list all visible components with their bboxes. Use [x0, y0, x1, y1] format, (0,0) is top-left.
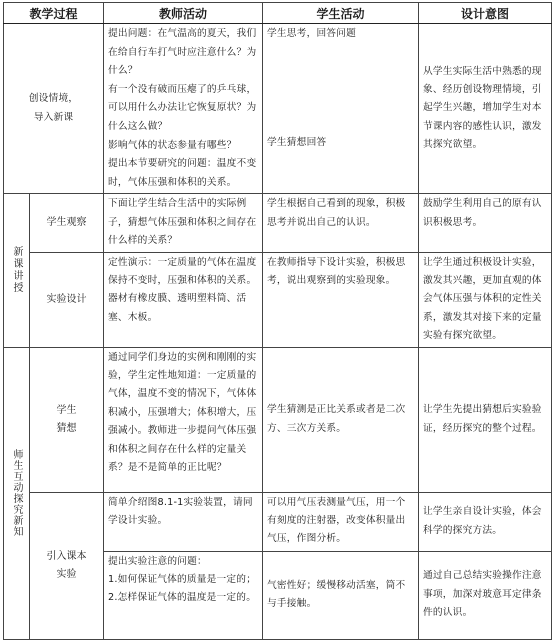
stage-label: 创设情境， 导入新课: [28, 93, 79, 123]
student-activity-text: 学生根据自己看到的现象，积极思考并说出自己的认识。: [267, 198, 406, 228]
student-activity-cell: [263, 551, 419, 639]
table-row: [4, 24, 552, 194]
lesson-plan-table: [3, 2, 552, 640]
student-activity-text: 学生思考，回答问题: [267, 28, 357, 39]
header-process: 教学过程: [4, 3, 104, 24]
design-intent-cell: [419, 347, 552, 492]
stage-cell: [30, 252, 104, 347]
stage-label: 学生 猜想: [56, 404, 77, 434]
design-intent-cell: [419, 551, 552, 639]
teacher-activity-text: 提出问题：在气温高的夏天，我们在给自行车打气时应注意什么？为什么？ 有一个没有破而压瘪了的乒乓球，可以用什么办法让它恢复原状？为什么这么做？ 影响气体的状态参量有哪些？ 提出本节要研究的问题：温度不变时，气体压强和体积的关系。: [108, 28, 257, 188]
student-activity-text-2: 学生猜想回答: [267, 137, 327, 148]
header-student-activity: 学生活动: [263, 3, 419, 24]
design-intent-text: 通过自己总结实验操作注意事项，加深对玻意耳定律条件的认识。: [423, 570, 542, 619]
design-intent-cell: [419, 24, 552, 194]
design-intent-text: 鼓励学生利用自己的原有认识积极思考。: [423, 198, 542, 228]
stage-cell: [30, 347, 104, 492]
design-intent-cell: [419, 194, 552, 252]
teacher-activity-text: 简单介绍图8.1-1实验装置，请同学设计实验。: [108, 496, 253, 526]
teacher-activity-text: 提出实验注意的问题： 1.如何保证气体的质量是一定的； 2.怎样保证气体的温度是一定的。: [108, 555, 257, 604]
group-label-new-lesson: [4, 194, 30, 347]
teacher-activity-cell: [104, 492, 263, 551]
stage-cell: [30, 492, 104, 639]
table-row: [4, 194, 552, 252]
table-row: [4, 252, 552, 347]
table-row: [4, 492, 552, 551]
group-label-text: 师生互动探究新知: [11, 449, 22, 538]
teacher-activity-cell: [104, 24, 263, 194]
student-activity-text: 可以用气压表测量气压，用一个有刻度的注射器，改变体积量出气压，作图分析。: [267, 496, 406, 545]
student-activity-text: 在教师指导下设计实验，积极思考，说出观察到的实验现象。: [267, 256, 406, 286]
stage-label: 学生观察: [46, 216, 87, 228]
student-activity-cell: [263, 347, 419, 492]
design-intent-cell: [419, 252, 552, 347]
design-intent-text: 让学生通过积极设计实验，激发其兴趣，更加直观的体会气体压强与体积的定性关系，激发其对接下来的定量实验有探究欲望。: [423, 256, 542, 342]
header-design-intent: 设计意图: [419, 3, 552, 24]
student-activity-cell: [263, 194, 419, 252]
student-activity-cell: [263, 492, 419, 551]
stage-cell: [30, 194, 104, 252]
group-label-interactive: [4, 347, 30, 639]
header-row: [4, 3, 552, 24]
header-teacher-activity: 教师活动: [104, 3, 263, 24]
design-intent-text: 让学生亲自设计实验，体会科学的探究方法。: [423, 506, 542, 536]
table-row: [4, 347, 552, 492]
student-activity-cell: [263, 24, 419, 194]
design-intent-text: 让学生先提出猜想后实验验证，经历探究的整个过程。: [423, 404, 542, 434]
stage-cell: [4, 24, 104, 194]
teacher-activity-cell: [104, 551, 263, 639]
design-intent-text: 从学生实际生活中熟悉的现象、经历创设物理情境，引起学生兴趣，增加学生对本节课内容的感性认识，激发其探究欲望。: [423, 65, 542, 151]
teacher-activity-text: 下面让学生结合生活中的实际例子，猜想气体压强和体积之间存在什么样的关系？: [108, 198, 257, 247]
student-activity-text: 学生猜测是正比关系或者是二次方、三次方关系。: [267, 404, 406, 434]
stage-label: 实验设计: [46, 293, 87, 305]
teacher-activity-text: 定性演示：一定质量的气体在温度保持不变时，压强和体积的关系。器材有橡皮膜、透明塑料筒、活塞、木板。: [108, 256, 257, 323]
student-activity-text: 气密性好；缓慢移动活塞，筒不与手接触。: [267, 579, 406, 610]
teacher-activity-cell: [104, 347, 263, 492]
student-activity-cell: [263, 252, 419, 347]
teacher-activity-text: 通过同学们身边的实例和刚刚的实验，学生定性地知道：一定质量的气体，温度不变的情况下，气体体积减小，压强增大；体积增大，压强减小。教师进一步提问气体压强和体积之间存在什么样的定量关系？是不是简单的正比呢？: [108, 351, 257, 474]
group-label-text: 新课讲授: [11, 246, 22, 295]
teacher-activity-cell: [104, 252, 263, 347]
teacher-activity-cell: [104, 194, 263, 252]
design-intent-cell: [419, 492, 552, 551]
stage-label: 引入课本 实验: [46, 550, 87, 580]
